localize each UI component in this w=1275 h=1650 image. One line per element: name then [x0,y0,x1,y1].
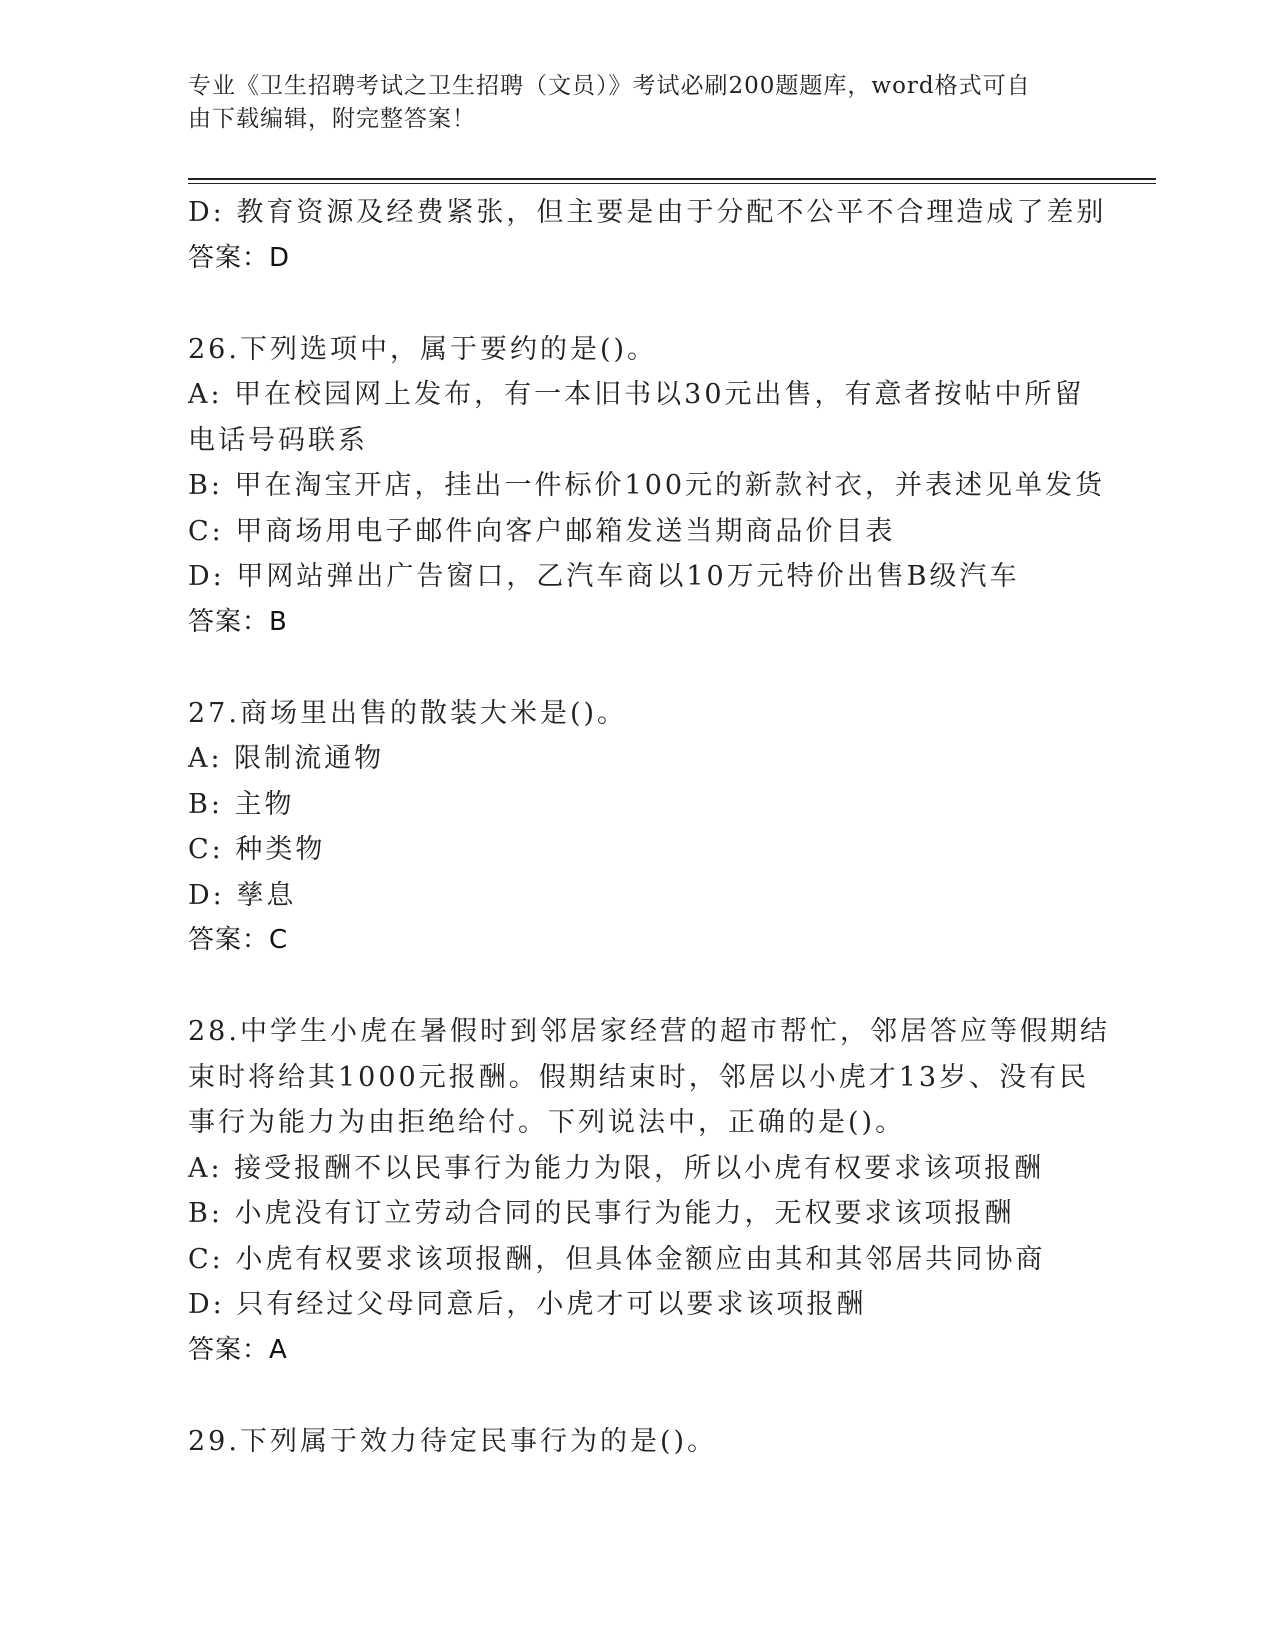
question-stem: 29.下列属于效力待定民事行为的是()。 [188,1425,718,1457]
header-line-2: 由下载编辑，附完整答案！ [188,106,476,132]
option-d: D: 只有经过父母同意后，小虎才可以要求该项报酬 [188,1289,867,1320]
header-divider-thin [188,183,1156,184]
question-block-29 [188,1419,1088,1465]
question-stem: 28.中学生小虎在暑假时到邻居家经营的超市帮忙，邻居答应等假期结 [188,1016,1110,1047]
question-block-26 [188,327,1106,646]
question-stem: 26.下列选项中，属于要约的是()。 [188,333,658,365]
spacer [188,281,1088,327]
option-a-continued: 电话号码联系 [188,424,368,456]
option-d: D: 甲网站弹出广告窗口，乙汽车商以10万元特价出售B级汽车 [188,561,1020,592]
option-c: C: 种类物 [188,834,326,865]
question-stem-continued: 束时将给其1000元报酬。假期结束时，邻居以小虎才13岁、没有民 [188,1061,1090,1093]
spacer [188,964,1088,1010]
option-d: D: 孳息 [188,879,297,911]
spacer [188,645,1088,691]
question-stem-continued: 事行为能力为由拒绝给付。下列说法中，正确的是()。 [188,1107,906,1138]
answer-line: 答案：A [188,1334,288,1365]
question-block-28 [188,1009,1110,1373]
document-header [188,70,1068,136]
document-body [188,190,1110,1464]
question-block-prev [188,190,1107,281]
option-a: A: 接受报酬不以民事行为能力为限，所以小虎有权要求该项报酬 [188,1152,1045,1184]
option-b: B: 小虎没有订立劳动合同的民事行为能力，无权要求该项报酬 [188,1198,1015,1229]
answer-line: 答案：C [188,925,289,955]
header-divider [188,178,1156,180]
header-line-1: 专业《卫生招聘考试之卫生招聘（文员）》考试必刷200题题库，word格式可自 [188,73,1031,99]
option-c: C: 甲商场用电子邮件向客户邮箱发送当期商品价目表 [188,515,896,547]
option-d: D: 教育资源及经费紧张，但主要是由于分配不公平不合理造成了差别 [188,197,1107,228]
option-a: A: 限制流通物 [188,743,385,774]
option-a: A: 甲在校园网上发布，有一本旧书以30元出售，有意者按帖中所留 [188,379,1085,410]
question-block-27 [188,691,1088,964]
answer-line: 答案：D [188,242,291,273]
option-b: B: 主物 [188,788,295,820]
question-stem: 27.商场里出售的散装大米是()。 [188,697,628,729]
spacer [188,1373,1088,1419]
option-c: C: 小虎有权要求该项报酬，但具体金额应由其和其邻居共同协商 [188,1243,1046,1275]
answer-line: 答案：B [188,606,288,637]
option-b: B: 甲在淘宝开店，挂出一件标价100元的新款衬衣，并表述见单发货 [188,470,1106,501]
